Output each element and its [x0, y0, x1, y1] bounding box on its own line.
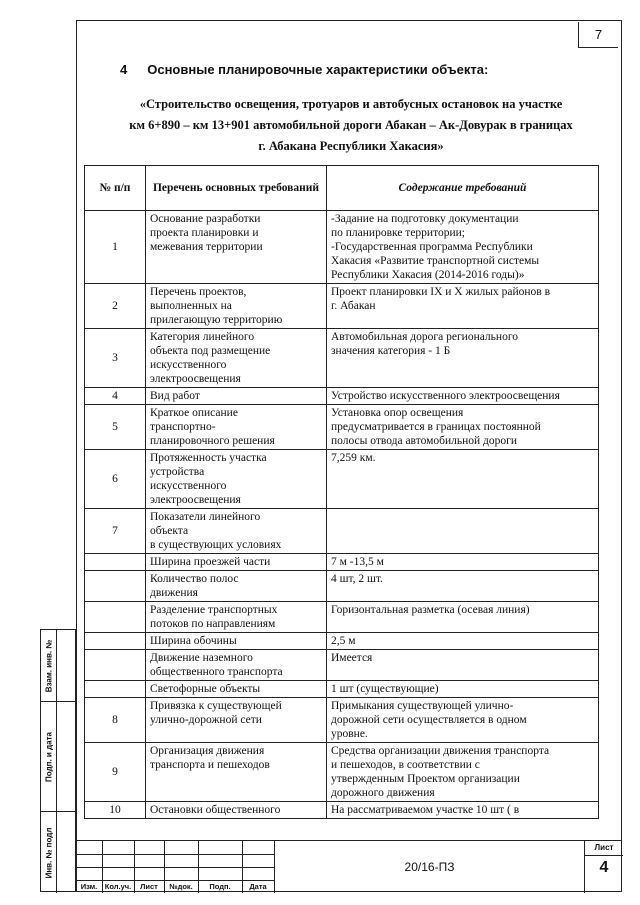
- requirement-cell: [146, 405, 327, 450]
- requirement-cell: [146, 633, 327, 650]
- cell-line: уровне.: [331, 728, 368, 740]
- cell-line: Ширина обочины: [150, 635, 237, 647]
- cell-line: Проект планировки IX и X жилых районов в: [331, 286, 551, 298]
- requirement-cell: [146, 571, 327, 602]
- requirement-cell: [146, 602, 327, 633]
- cell-line: по планировке территории;: [331, 227, 465, 239]
- content-cell: [327, 284, 599, 329]
- cell-line: 4 шт, 2 шт.: [331, 573, 383, 585]
- cell-line: дорожной сети осуществляется в одном: [331, 714, 527, 726]
- stamp-label: Подп.: [209, 882, 231, 891]
- cell-line: устройства: [150, 466, 205, 478]
- cell-line: На рассматриваемом участке 10 шт ( в: [331, 804, 520, 816]
- cell-line: электроосвещения: [150, 373, 241, 385]
- cell-line: -Задание на подготовку документации: [331, 213, 519, 225]
- stamp-label: Дата: [249, 882, 267, 891]
- row-number: 1: [85, 211, 146, 284]
- cell-line: Средства организации движения транспорта: [331, 745, 550, 757]
- row-number: [85, 650, 146, 681]
- table-row: [85, 405, 599, 450]
- requirement-cell: [146, 698, 327, 743]
- requirement-cell: [146, 802, 327, 819]
- stamp-grid: [76, 841, 274, 893]
- cell-line: Показатели линейного: [150, 511, 261, 523]
- content-cell: [327, 509, 599, 554]
- cell-line: общественного транспорта: [150, 666, 283, 678]
- row-number: 6: [85, 450, 146, 509]
- project-title-line: «Строительство освещения, тротуаров и автобусных остановок на участке: [139, 97, 563, 111]
- cell-line: 7,259 км.: [331, 452, 376, 464]
- stamp-row: [41, 702, 77, 812]
- cell-line: г. Абакан: [331, 300, 376, 312]
- table-row: [85, 802, 599, 819]
- content-cell: [327, 743, 599, 802]
- content-cell: [327, 650, 599, 681]
- cell-line: Установка опор освещения: [331, 407, 464, 419]
- content-cell: [327, 681, 599, 698]
- content-cell: [327, 698, 599, 743]
- row-number: 4: [85, 388, 146, 405]
- page-number: 7: [578, 22, 618, 48]
- stamp-labels: [76, 881, 274, 893]
- cell-line: улично-дорожной сети: [150, 714, 262, 726]
- requirement-cell: [146, 388, 327, 405]
- requirements-table: [84, 165, 599, 819]
- section-number: 4: [120, 62, 128, 77]
- cell-line: Протяженность участка: [150, 452, 267, 464]
- stamp-label-inventory-original: Инв. № подл: [44, 827, 53, 878]
- cell-line: электроосвещения: [150, 494, 241, 506]
- cell-line: искусственного: [150, 480, 227, 492]
- stamp-label: №док.: [169, 882, 193, 891]
- cell-line: -Государственная программа Республики: [331, 241, 533, 253]
- requirement-cell: [146, 554, 327, 571]
- cell-line: Привязка к существующей: [150, 700, 282, 712]
- cell-line: утвержденным Проектом организации: [331, 773, 520, 785]
- table-row: [85, 509, 599, 554]
- cell-line: Имеется: [331, 652, 373, 664]
- sheet-label: Лист: [585, 843, 623, 856]
- project-title-line: км 6+890 – км 13+901 автомобильной дороги Абакан – Ак-Довурак в границах: [129, 118, 573, 132]
- table-row: [85, 450, 599, 509]
- content-cell: [327, 554, 599, 571]
- stamp-label: Изм.: [80, 882, 98, 891]
- requirement-cell: [146, 681, 327, 698]
- cell-line: Перечень проектов,: [150, 286, 247, 298]
- table-row: [85, 211, 599, 284]
- cell-line: Ширина проезжей части: [150, 556, 271, 568]
- content-cell: [327, 802, 599, 819]
- cell-line: Хакасия «Развитие транспортной системы: [331, 255, 540, 267]
- cell-line: и пешеходов, в соответствии с: [331, 759, 480, 771]
- cell-line: [331, 510, 594, 524]
- table-row: [85, 650, 599, 681]
- cell-line: транспортно-: [150, 421, 216, 433]
- section-title: Основные планировочные характеристики объекта:: [147, 62, 489, 77]
- stamp-label: Кол.уч.: [104, 882, 132, 891]
- requirement-cell: [146, 450, 327, 509]
- cell-line: проекта планировки и: [150, 227, 259, 239]
- row-number: 8: [85, 698, 146, 743]
- table-row: [85, 681, 599, 698]
- document-number: 20/16-ПЗ: [274, 841, 584, 893]
- cell-line: Светофорные объекты: [150, 683, 261, 695]
- stamp-label-signature-date: Подп. и дата: [44, 731, 53, 782]
- content-cell: [327, 329, 599, 388]
- cell-line: Основание разработки: [150, 213, 261, 225]
- cell-line: в существующих условиях: [150, 539, 282, 551]
- cell-line: Организация движения: [150, 745, 265, 757]
- cell-line: полосы отвода автомобильной дороги: [331, 435, 518, 447]
- cell-line: искусственного: [150, 359, 227, 371]
- table-header-row: [85, 166, 599, 211]
- stamp-row: [41, 812, 77, 893]
- row-number: [85, 602, 146, 633]
- cell-line: значения категория - 1 Б: [331, 345, 451, 357]
- table-row: [85, 571, 599, 602]
- project-title: [96, 94, 606, 157]
- header-number: № п/п: [85, 166, 146, 211]
- cell-line: 2,5 м: [331, 635, 356, 647]
- row-number: 9: [85, 743, 146, 802]
- cell-line: межевания территории: [150, 241, 263, 253]
- row-number: [85, 554, 146, 571]
- cell-line: предусматривается в границах постоянной: [331, 421, 541, 433]
- stamp-label: Лист: [140, 882, 158, 891]
- cell-line: потоков по направлениям: [150, 618, 276, 630]
- table-row: [85, 602, 599, 633]
- content-cell: [327, 450, 599, 509]
- cell-line: транспорта и пешеходов: [150, 759, 270, 771]
- row-number: 5: [85, 405, 146, 450]
- cell-line: выполненных на: [150, 300, 232, 312]
- row-number: 3: [85, 329, 146, 388]
- row-number: 7: [85, 509, 146, 554]
- table-row: [85, 284, 599, 329]
- row-number: [85, 633, 146, 650]
- cell-line: прилегающую территорию: [150, 314, 283, 326]
- requirement-cell: [146, 329, 327, 388]
- cell-line: Горизонтальная разметка (осевая линия): [331, 604, 530, 616]
- cell-line: дорожного движения: [331, 787, 435, 799]
- requirement-cell: [146, 743, 327, 802]
- row-number: 10: [85, 802, 146, 819]
- table-row: [85, 633, 599, 650]
- content-cell: [327, 405, 599, 450]
- cell-line: объекта под размещение: [150, 345, 271, 357]
- cell-line: Категория линейного: [150, 331, 255, 343]
- cell-line: Автомобильная дорога регионального: [331, 331, 518, 343]
- table-body: [85, 211, 599, 819]
- section-heading: [120, 62, 488, 77]
- cell-line: Остановки общественного: [150, 804, 281, 816]
- requirement-cell: [146, 509, 327, 554]
- header-content: Содержание требований: [327, 166, 599, 211]
- cell-line: 7 м -13,5 м: [331, 556, 384, 568]
- table-row: [85, 554, 599, 571]
- cell-line: планировочного решения: [150, 435, 275, 447]
- requirement-cell: [146, 211, 327, 284]
- cell-line: Республики Хакасия (2014-2016 годы)»: [331, 269, 525, 281]
- sheet-box: [584, 841, 622, 893]
- table-row: [85, 743, 599, 802]
- requirement-cell: [146, 650, 327, 681]
- row-number: [85, 571, 146, 602]
- cell-line: 1 шт (существующие): [331, 683, 439, 695]
- cell-line: движения: [150, 587, 198, 599]
- table-row: [85, 698, 599, 743]
- cell-line: Разделение транспортных: [150, 604, 278, 616]
- left-stamp: [40, 629, 76, 892]
- sheet-number: 4: [599, 859, 609, 876]
- table-row: [85, 388, 599, 405]
- project-title-line: г. Абакана Республики Хакасия»: [258, 139, 444, 153]
- row-number: 2: [85, 284, 146, 329]
- content-cell: [327, 211, 599, 284]
- requirement-cell: [146, 284, 327, 329]
- cell-line: Количество полос: [150, 573, 239, 585]
- table-row: [85, 329, 599, 388]
- cell-line: Примыкания существующей улично-: [331, 700, 514, 712]
- cell-line: объекта: [150, 525, 189, 537]
- cell-line: Краткое описание: [150, 407, 238, 419]
- cell-line: Вид работ: [150, 390, 200, 402]
- header-requirements: Перечень основных требований: [146, 166, 327, 211]
- content-cell: [327, 388, 599, 405]
- title-stamp: [76, 840, 622, 892]
- row-number: [85, 681, 146, 698]
- content-cell: [327, 633, 599, 650]
- cell-line: Устройство искусственного электроосвещения: [331, 390, 560, 402]
- content-cell: [327, 602, 599, 633]
- cell-line: Движение наземного: [150, 652, 253, 664]
- content-cell: [327, 571, 599, 602]
- stamp-label-replaced-inventory: Взам. инв. №: [44, 639, 53, 692]
- stamp-row: [41, 630, 77, 702]
